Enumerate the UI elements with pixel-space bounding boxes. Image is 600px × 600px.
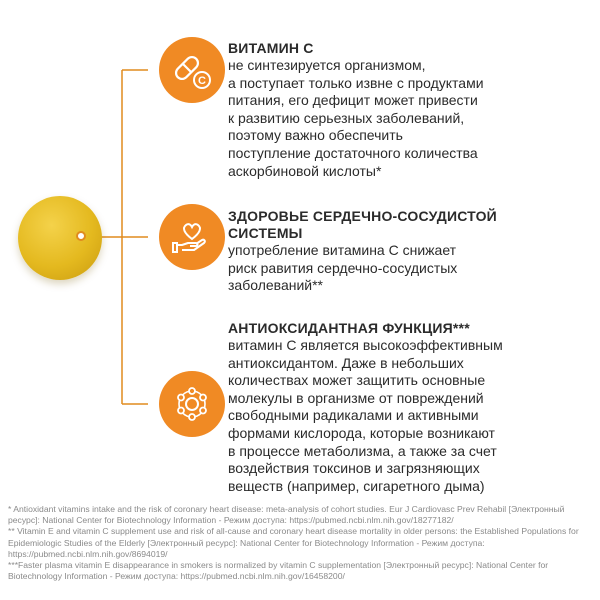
section-text: витамин С является высокоэффективным антиоксидантом. Даже в небольших количествах может защитить основные молекулы в организме от повреждений свободными радикалами и активными формами кислорода, которые возникают в процессе метаболизма, а также за счет воздействия токсинов и загрязняющих веществ (например, сигаретного дыма) [228, 337, 503, 494]
section-title-line-2: СИСТЕМЫ [228, 225, 303, 241]
footnotes [8, 504, 594, 582]
section-text: не синтезируется организмом, а поступает только извне с продуктами питания, его дефицит может привести к развитию серьезных заболеваний, поэтому важно обеспечить поступление достаточного количества аскорбиновой кислоты* [228, 57, 484, 179]
footnote-1: * Antioxidant vitamins intake and the risk of coronary heart disease: meta-analysis of cohort studies. Eur J Cardiovasc Prev Rehabil [Электронный ресурс]: National Center for Biotechnology Information - Режим доступа: https://pubmed.ncbi.nlm.nih.gov/18277182/ [8, 504, 565, 526]
pill-vitamin-c-icon [159, 37, 225, 103]
section-title: АНТИОКСИДАНТНАЯ ФУНКЦИЯ*** [228, 320, 470, 336]
connector-dot [76, 231, 86, 241]
footnote-3: ***Faster plasma vitamin E disappearance in smokers is normalized by vitamin C supplementation [Электронный ресурс]: National Center for Biotechnology Information - Режим доступа: https://pubmed.ncbi.nlm.nih.gov/16458200/ [8, 560, 549, 582]
section-antioxidant [228, 320, 588, 495]
footnote-2: ** Vitamin E and vitamin C supplement use and risk of all-cause and coronary heart disease mortality in older persons: the Established Populations for Epidemiologic Studies of the Elderly [Электронный ресурс]: National Center for Biotechnology Information - Режим доступа: https://pubmed.ncbi.nlm.nih.gov/8694019/ [8, 526, 579, 559]
section-vitamin-c [228, 40, 588, 180]
section-text: употребление витамина С снижает риск равития сердечно-сосудистых заболеваний** [228, 242, 458, 294]
heart-in-hand-icon [159, 204, 225, 270]
molecule-icon [159, 371, 225, 437]
vitamin-pill [18, 196, 102, 280]
svg-text:C: C [198, 75, 206, 87]
section-cardiovascular [228, 208, 588, 295]
section-title: ВИТАМИН С [228, 40, 314, 56]
section-title: ЗДОРОВЬЕ СЕРДЕЧНО-СОСУДИСТОЙ [228, 208, 497, 224]
